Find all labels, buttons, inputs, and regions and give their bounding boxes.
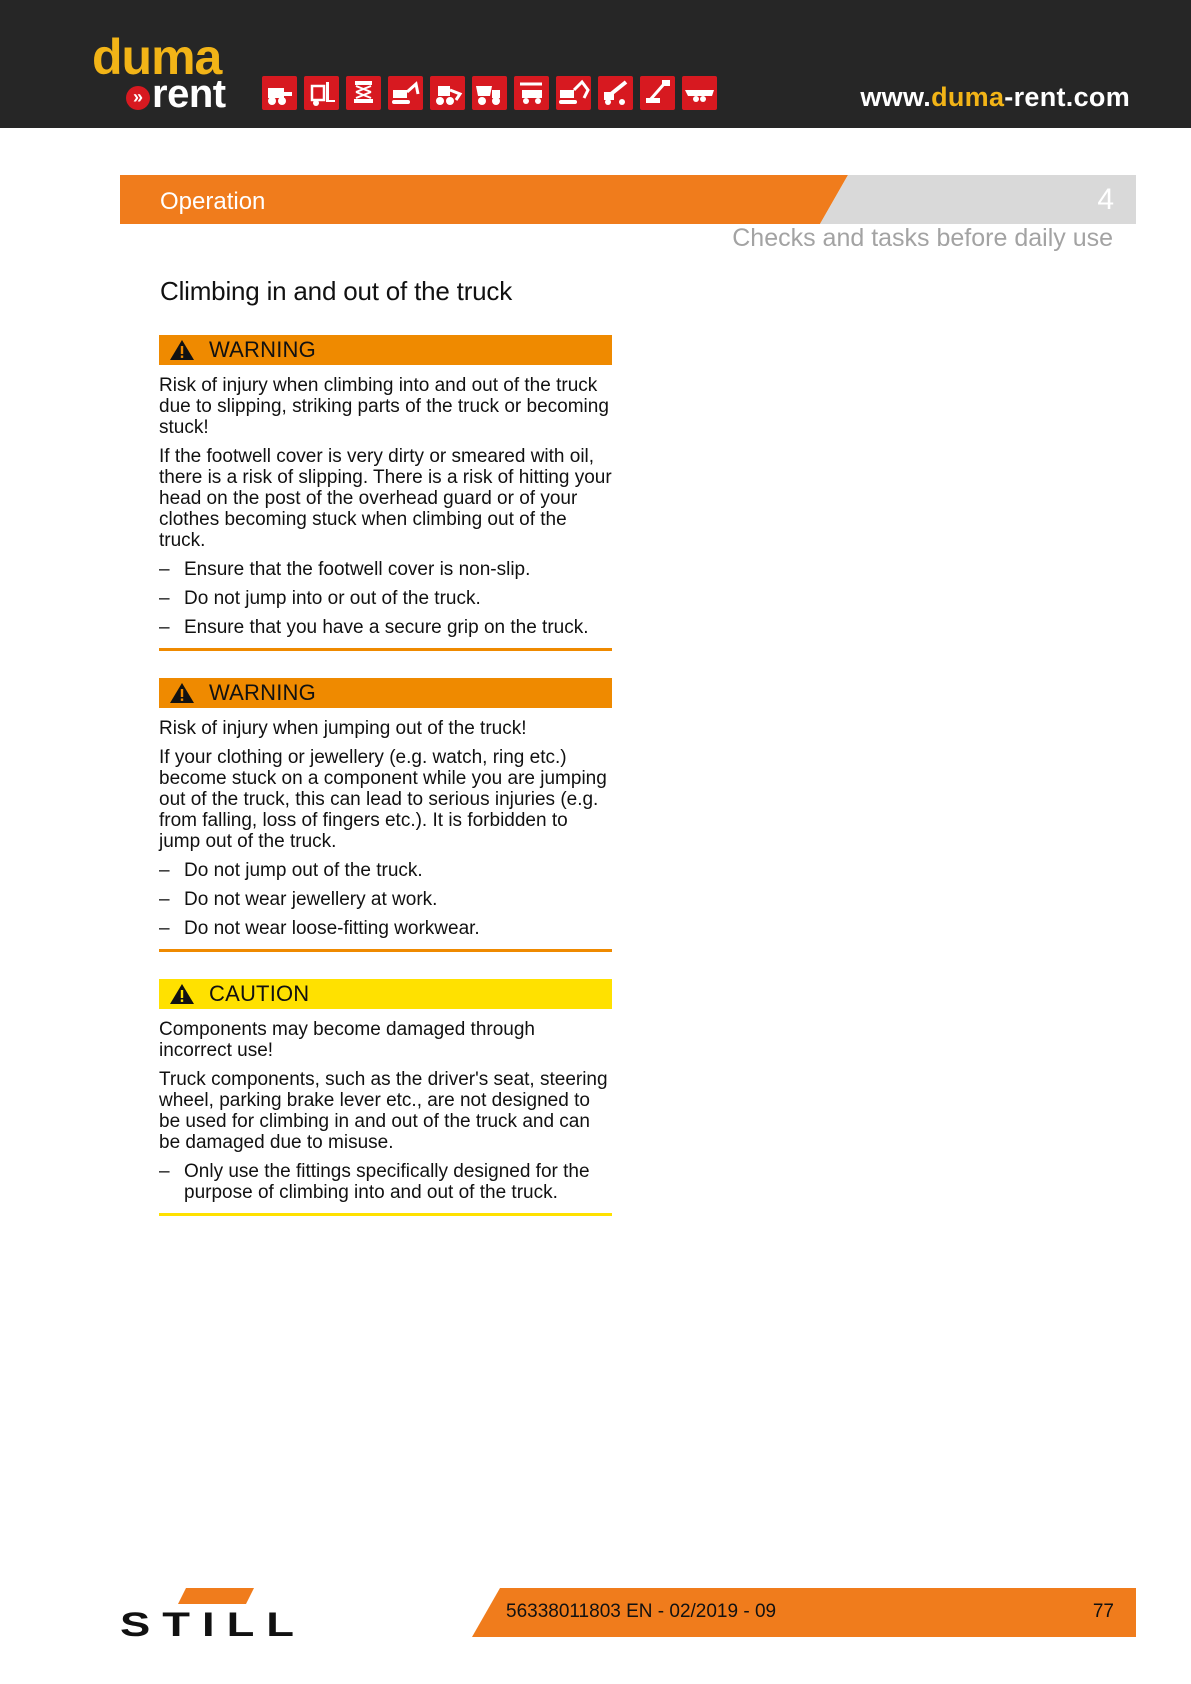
- notice-header: [159, 678, 612, 708]
- signal-word: CAUTION: [209, 981, 310, 1006]
- header-bar: [0, 0, 1191, 128]
- dumper-icon: [472, 76, 507, 110]
- telehandler-icon: [598, 76, 633, 110]
- still-logo-text: STILL: [120, 1606, 306, 1640]
- notice-header: [159, 335, 612, 365]
- signal-word: WARNING: [209, 337, 316, 362]
- caution-triangle-icon: [169, 983, 195, 1005]
- notice-end-rule: [159, 949, 612, 952]
- wheel-loader-icon: [430, 76, 465, 110]
- logo-chevron-icon: »: [126, 86, 150, 110]
- loader-icon: [262, 76, 297, 110]
- notice-end-rule: [159, 1213, 612, 1216]
- action-item: – Do not wear jewellery at work.: [159, 889, 612, 910]
- section-banner: [120, 175, 1136, 224]
- page-number: 77: [1092, 1601, 1114, 1622]
- website-link[interactable]: [860, 82, 1130, 113]
- notice-end-rule: [159, 648, 612, 651]
- signal-word: WARNING: [209, 680, 316, 705]
- logo-text-duma: duma: [92, 29, 222, 85]
- notice-paragraph: If the footwell cover is very dirty or smeared with oil, there is a risk of slipping. There is a risk of hitting your head on the post of the overhead guard or of your clothes becoming stuck when climbing out of the truck.: [159, 446, 612, 551]
- page-heading: Climbing in and out of the truck: [160, 276, 513, 306]
- excavator-icon: [556, 76, 591, 110]
- warning-notice-1: [159, 335, 612, 651]
- notice-paragraph: If your clothing or jewellery (e.g. watch, ring etc.) become stuck on a component while you are jumping out of the truck, this can lead to serious injuries (e.g. from falling, loss of fingers etc.). It is forbidden to jump out of the truck.: [159, 747, 607, 852]
- boom-lift-icon: [640, 76, 675, 110]
- warning-triangle-icon: [169, 339, 195, 361]
- mini-excavator-icon: [388, 76, 423, 110]
- scissor-lift-icon: [346, 76, 381, 110]
- website-highlight: duma: [931, 82, 1005, 112]
- caution-notice: [159, 979, 612, 1216]
- action-list: [159, 559, 612, 638]
- machine-icon-strip: [262, 76, 717, 110]
- still-logo: [120, 1588, 306, 1640]
- action-item: – Do not jump out of the truck.: [159, 860, 612, 881]
- chapter-number: 4: [1097, 183, 1114, 216]
- notice-body: [159, 708, 612, 939]
- action-item: – Do not wear loose-fitting workwear.: [159, 918, 612, 939]
- notice-body: [159, 365, 612, 638]
- notice-paragraph: Components may become damaged through incorrect use!: [159, 1019, 536, 1061]
- crane-truck-icon: [514, 76, 549, 110]
- website-prefix: www.: [860, 82, 932, 112]
- notice-paragraph: Truck components, such as the driver's seat, steering wheel, parking brake lever etc., are not designed to be used for climbing in and out of the truck and can be damaged due to misuse.: [159, 1069, 608, 1153]
- section-subtitle: Checks and tasks before daily use: [732, 224, 1113, 252]
- action-item: – Ensure that you have a secure grip on the truck.: [159, 617, 612, 638]
- action-list: [159, 1161, 612, 1203]
- action-item: – Only use the fittings specifically designed for the purpose of climbing into and out of the truck.: [159, 1161, 612, 1203]
- warning-triangle-icon: [169, 682, 195, 704]
- notice-paragraph: Risk of injury when climbing into and out of the truck due to slipping, striking parts of the truck or becoming stuck!: [159, 375, 609, 438]
- notice-paragraph: Risk of injury when jumping out of the truck!: [159, 718, 527, 739]
- document-reference: 56338011803 EN - 02/2019 - 09: [506, 1601, 777, 1622]
- forklift-icon: [304, 76, 339, 110]
- action-list: [159, 860, 612, 939]
- action-item: – Ensure that the footwell cover is non-slip.: [159, 559, 612, 580]
- notice-header: [159, 979, 612, 1009]
- logo-text-rent: rent: [152, 72, 226, 116]
- action-item: – Do not jump into or out of the truck.: [159, 588, 612, 609]
- duma-rent-logo[interactable]: [92, 29, 242, 116]
- trailer-icon: [682, 76, 717, 110]
- notice-body: [159, 1009, 612, 1203]
- warning-notice-2: [159, 678, 612, 952]
- website-suffix: -rent.com: [1004, 82, 1130, 112]
- section-title: Operation: [160, 188, 266, 215]
